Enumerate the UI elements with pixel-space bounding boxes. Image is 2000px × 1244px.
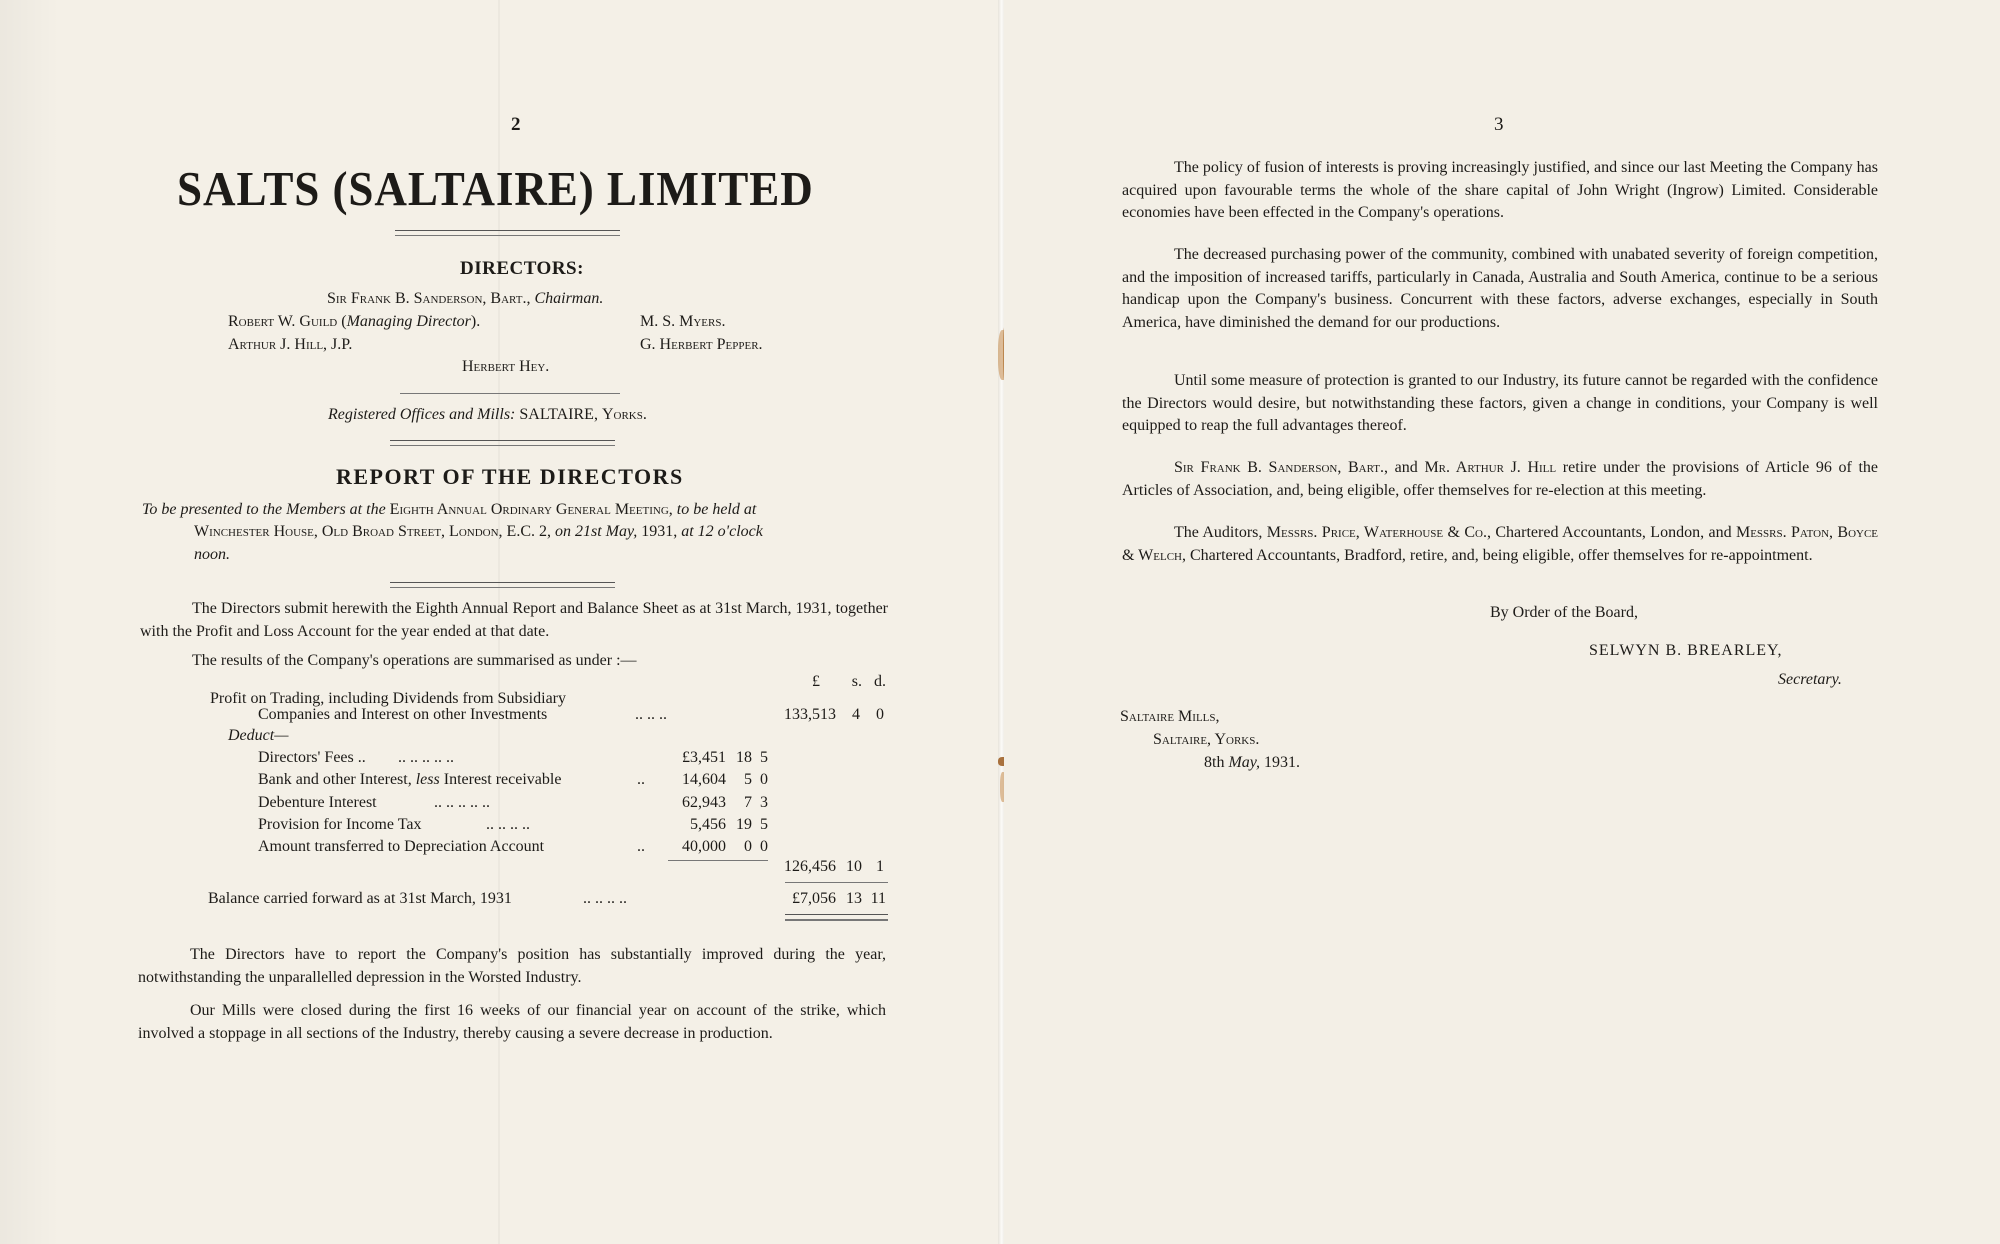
label-part: Interest receivable [443, 771, 562, 788]
deductions-total-shillings: 10 [846, 858, 862, 875]
deduction-shillings: 7 [744, 794, 752, 811]
meeting-notice [142, 499, 888, 522]
date-year: 1931. [1264, 754, 1300, 771]
registered-offices [328, 406, 647, 424]
submit-paragraph: The Directors submit herewith the Eighth Annual Report and Balance Sheet as at 31st March, 1931, together with the Profit and Loss Account for the year ended at that date. [140, 600, 888, 640]
leader-dots: .. .. .. [635, 706, 667, 723]
meeting-time: noon. [194, 546, 230, 563]
secretary-title-text: Secretary. [1778, 671, 1842, 688]
deductions-total-pounds: 126,456 [784, 858, 836, 875]
profit-pounds: 133,513 [784, 706, 836, 723]
notice-text: To be presented to the Members at the [142, 501, 386, 518]
col-header-shillings: s. [851, 673, 862, 690]
secretary-name: SELWYN B. BREARLEY, [1589, 642, 1783, 659]
mills-paragraph: Our Mills were closed during the first 16 weeks of our financial year on account of the strike, which involved a stoppage in all sections of the Industry, thereby causing a severe decrease in production. [138, 1002, 886, 1042]
page-number: 2 [511, 114, 521, 135]
balance-pounds: £7,056 [792, 890, 836, 907]
deduction-label: Amount transferred to Depreciation Account [258, 838, 545, 855]
title-rule [395, 230, 620, 236]
improved-paragraph: The Directors have to report the Company's position has substantially improved during the year, notwithstanding the unparallelled depression in the Worsted Industry. [138, 946, 886, 986]
deduction-pence: 5 [760, 816, 768, 833]
meeting-noon [194, 544, 394, 567]
balance-label: Balance carried forward as at 31st March, 1931 [208, 890, 512, 907]
col-header-pence: d. [874, 673, 886, 690]
divider-double [390, 582, 615, 588]
company-title: SALTS (SALTAIRE) LIMITED [177, 161, 814, 216]
notice-text: to be held at [676, 501, 757, 518]
text: retire under the provisions of Article 96 of the Articles of Association, and, being eligible, offer themselves for re-election at this meeting. [1122, 459, 1879, 499]
deduction-pounds: 62,943 [682, 794, 726, 811]
director-role: Chairman. [534, 290, 604, 307]
deduction-pence: 0 [760, 771, 768, 788]
balance-pence: 11 [870, 890, 886, 907]
leader-dots: .. .. .. .. .. [398, 749, 454, 766]
subtotal-rule [668, 860, 768, 861]
results-intro: The results of the Company's operations are summarised as under :— [192, 652, 637, 669]
auditor-name: Messrs. Price, Waterhouse & Co., [1266, 524, 1491, 541]
profit-label-line1: Profit on Trading, including Dividends from Subsidiary [210, 690, 566, 707]
director-name: Mr. Arthur J. Hill [1424, 459, 1557, 476]
director-hey: Herbert Hey. [462, 358, 550, 375]
profit-shillings: 4 [852, 706, 860, 723]
deduction-shillings: 18 [736, 749, 752, 766]
deduct-label [228, 727, 288, 745]
text: Chartered Accountants, London, and [1495, 524, 1732, 541]
deduction-label: Debenture Interest [258, 794, 377, 811]
profit-label-line2 [258, 706, 547, 724]
director-role: Managing Director [346, 313, 471, 330]
deduct-text: Deduct— [228, 727, 289, 744]
deduction-pounds: 5,456 [690, 816, 726, 833]
total-rule [785, 882, 888, 883]
director-myers: M. S. Myers. [640, 313, 726, 330]
address-line-2: Saltaire, Yorks. [1153, 731, 1260, 748]
director-chairman [327, 290, 603, 308]
balance-shillings: 13 [846, 890, 862, 907]
auditor-name: Messrs. Paton, Boyce & Welch, [1122, 524, 1879, 564]
page-number: 3 [1494, 114, 1504, 135]
registered-label: Registered Offices and Mills: [328, 406, 516, 423]
deduction-pence: 3 [760, 794, 768, 811]
director-guild [228, 313, 480, 331]
deduction-pence: 0 [760, 838, 768, 855]
deduction-pence: 5 [760, 749, 768, 766]
by-order-of-board: By Order of the Board, [1490, 604, 1638, 621]
director-hill: Arthur J. Hill, J.P. [228, 336, 353, 353]
registered-county: Yorks. [601, 406, 647, 423]
date-day: 8th [1204, 754, 1225, 771]
deduction-shillings: 0 [744, 838, 752, 855]
secretary-title [1778, 671, 1842, 689]
col-header-pounds: £ [812, 673, 820, 690]
director-punct: ). [470, 313, 481, 330]
deductions-total-pence: 1 [876, 858, 884, 875]
meeting-time: at 12 o'clock [681, 523, 763, 540]
deduction-pounds: £3,451 [682, 749, 726, 766]
retirement-paragraph [1122, 457, 1878, 502]
postcode: E.C. 2, [506, 523, 551, 540]
meeting-name: Eighth Annual Ordinary General Meeting, [389, 501, 673, 518]
deduction-pounds: 14,604 [682, 771, 726, 788]
director-name: Sir Frank B. Sanderson, Bart., [327, 290, 531, 307]
deduction-label: Directors' Fees .. [258, 749, 366, 766]
letter-date [1204, 754, 1300, 772]
deduction-label: Provision for Income Tax [258, 816, 422, 833]
venue: Winchester House, Old Broad Street, London, [194, 523, 503, 540]
text: Chartered Accountants, Bradford, retire, and, being eligible, offer themselves for re-appointment. [1189, 546, 1813, 564]
text: and [1394, 459, 1418, 476]
address-line-1: Saltaire Mills, [1120, 708, 1220, 725]
balance-double-rule [785, 914, 888, 921]
registered-place: SALTAIRE, [519, 406, 598, 423]
deduction-shillings: 5 [744, 771, 752, 788]
meeting-year: 1931, [641, 523, 678, 540]
label-part: less [415, 771, 440, 788]
deduction-shillings: 19 [736, 816, 752, 833]
director-name: Robert W. Guild ( [228, 313, 347, 330]
deduction-pounds: 40,000 [682, 838, 726, 855]
report-heading: REPORT OF THE DIRECTORS [336, 464, 684, 489]
directors-heading: DIRECTORS: [460, 258, 584, 279]
purchasing-power-paragraph: The decreased purchasing power of the community, combined with unabated severity of foreign competition, and the imposition of increased tariffs, particularly in Canada, Australia and South America, continue to be a serious handicap upon the Company's business. Concurrent with these factors, adverse exchanges, especially in South America, have diminished the demand for our productions. [1122, 246, 1878, 331]
auditors-paragraph [1122, 522, 1878, 567]
text: The Auditors, [1174, 524, 1263, 541]
fusion-paragraph: The policy of fusion of interests is proving increasingly justified, and since our last Meeting the Company has acquired upon favourable terms the whole of the share capital of John Wright (Ingrow) Limited. Considerable economies have been effected in the Company's operations. [1122, 159, 1878, 221]
deduction-label [258, 771, 561, 789]
divider [400, 393, 620, 394]
protection-paragraph: Until some measure of protection is granted to our Industry, its future cannot be regarded with the confidence the Directors would desire, but notwithstanding these factors, given a change in conditions, your Company is well equipped to reap the full advantages thereof. [1122, 372, 1878, 434]
leader-dots: .. .. .. .. .. [434, 794, 490, 811]
leader-dots: .. [637, 838, 645, 855]
director-name: Sir Frank B. Sanderson, Bart., [1174, 459, 1389, 476]
leader-dots: .. [637, 771, 645, 788]
date-month: May, [1228, 754, 1260, 771]
page-3 [1004, 0, 2000, 1244]
leader-dots: .. .. .. .. [583, 890, 627, 907]
profit-label: Companies and Interest on other Investments [258, 706, 548, 723]
divider-double [390, 440, 615, 446]
meeting-date: on 21st May, [555, 523, 638, 540]
profit-pence: 0 [876, 706, 884, 723]
leader-dots: .. .. .. .. [486, 816, 530, 833]
meeting-venue [194, 521, 888, 544]
director-pepper: G. Herbert Pepper. [640, 336, 763, 353]
label-part: Bank and other Interest, [258, 771, 412, 788]
